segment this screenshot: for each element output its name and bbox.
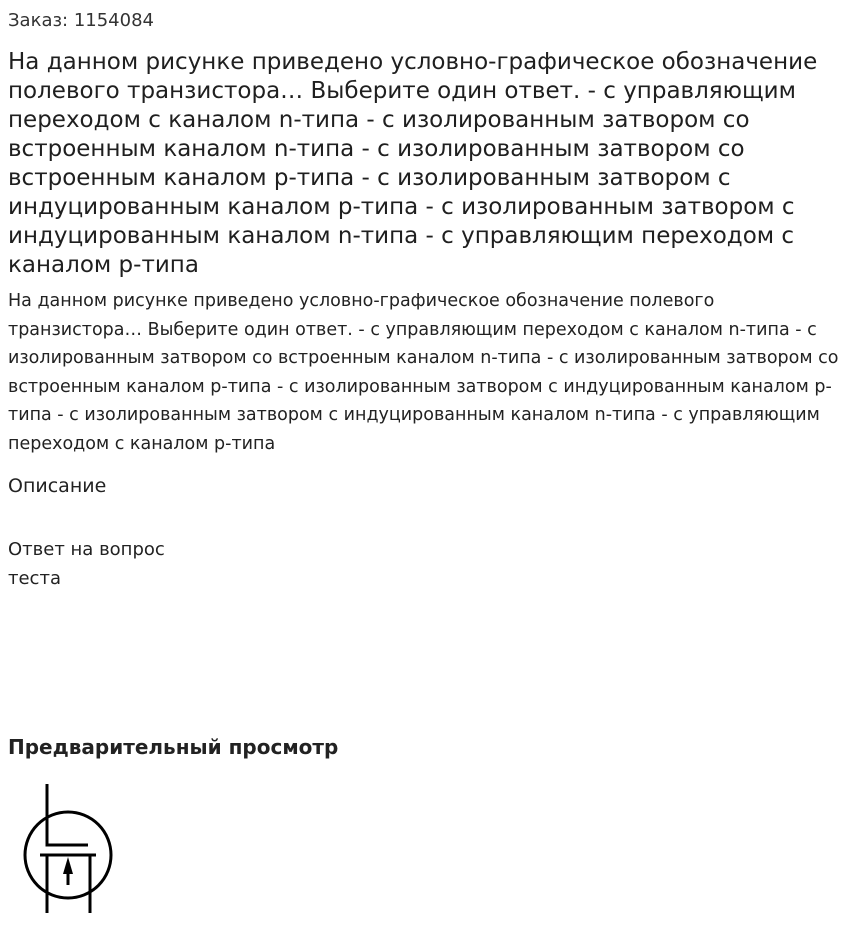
preview-heading: Предварительный просмотр: [8, 735, 339, 759]
order-number: Заказ: 1154084: [8, 10, 154, 31]
fet-transistor-symbol-icon: [22, 782, 116, 916]
answer-label: Ответ на вопрос теста: [8, 539, 165, 589]
description-label: Описание: [8, 475, 107, 497]
question-title: На данном рисунке приведено условно-графическое обозначение полевого транзистора… Выберите один ответ. - с управляющим переходом с каналом n-типа - с изолированным затвором со встроенным каналом n-типа - с изолированным затвором со встроенным каналом p-типа - с изолированным затвором с индуцированным каналом p-типа - с изолированным затвором с индуцированным каналом n-типа - с управляющим переходом с каналом p-типа: [8, 49, 818, 278]
question-text: На данном рисунке приведено условно-графическое обозначение полевого транзистора… Выберите один ответ. - с управляющим переходом с каналом n-типа - с изолированным затвором со встроенным каналом n-типа - с изолированным затвором со встроенным каналом p-типа - с изолированным затвором с индуцированным каналом p-типа - с изолированным затвором с индуцированным каналом n-типа - с управляющим переходом с каналом p-типа: [8, 291, 839, 454]
